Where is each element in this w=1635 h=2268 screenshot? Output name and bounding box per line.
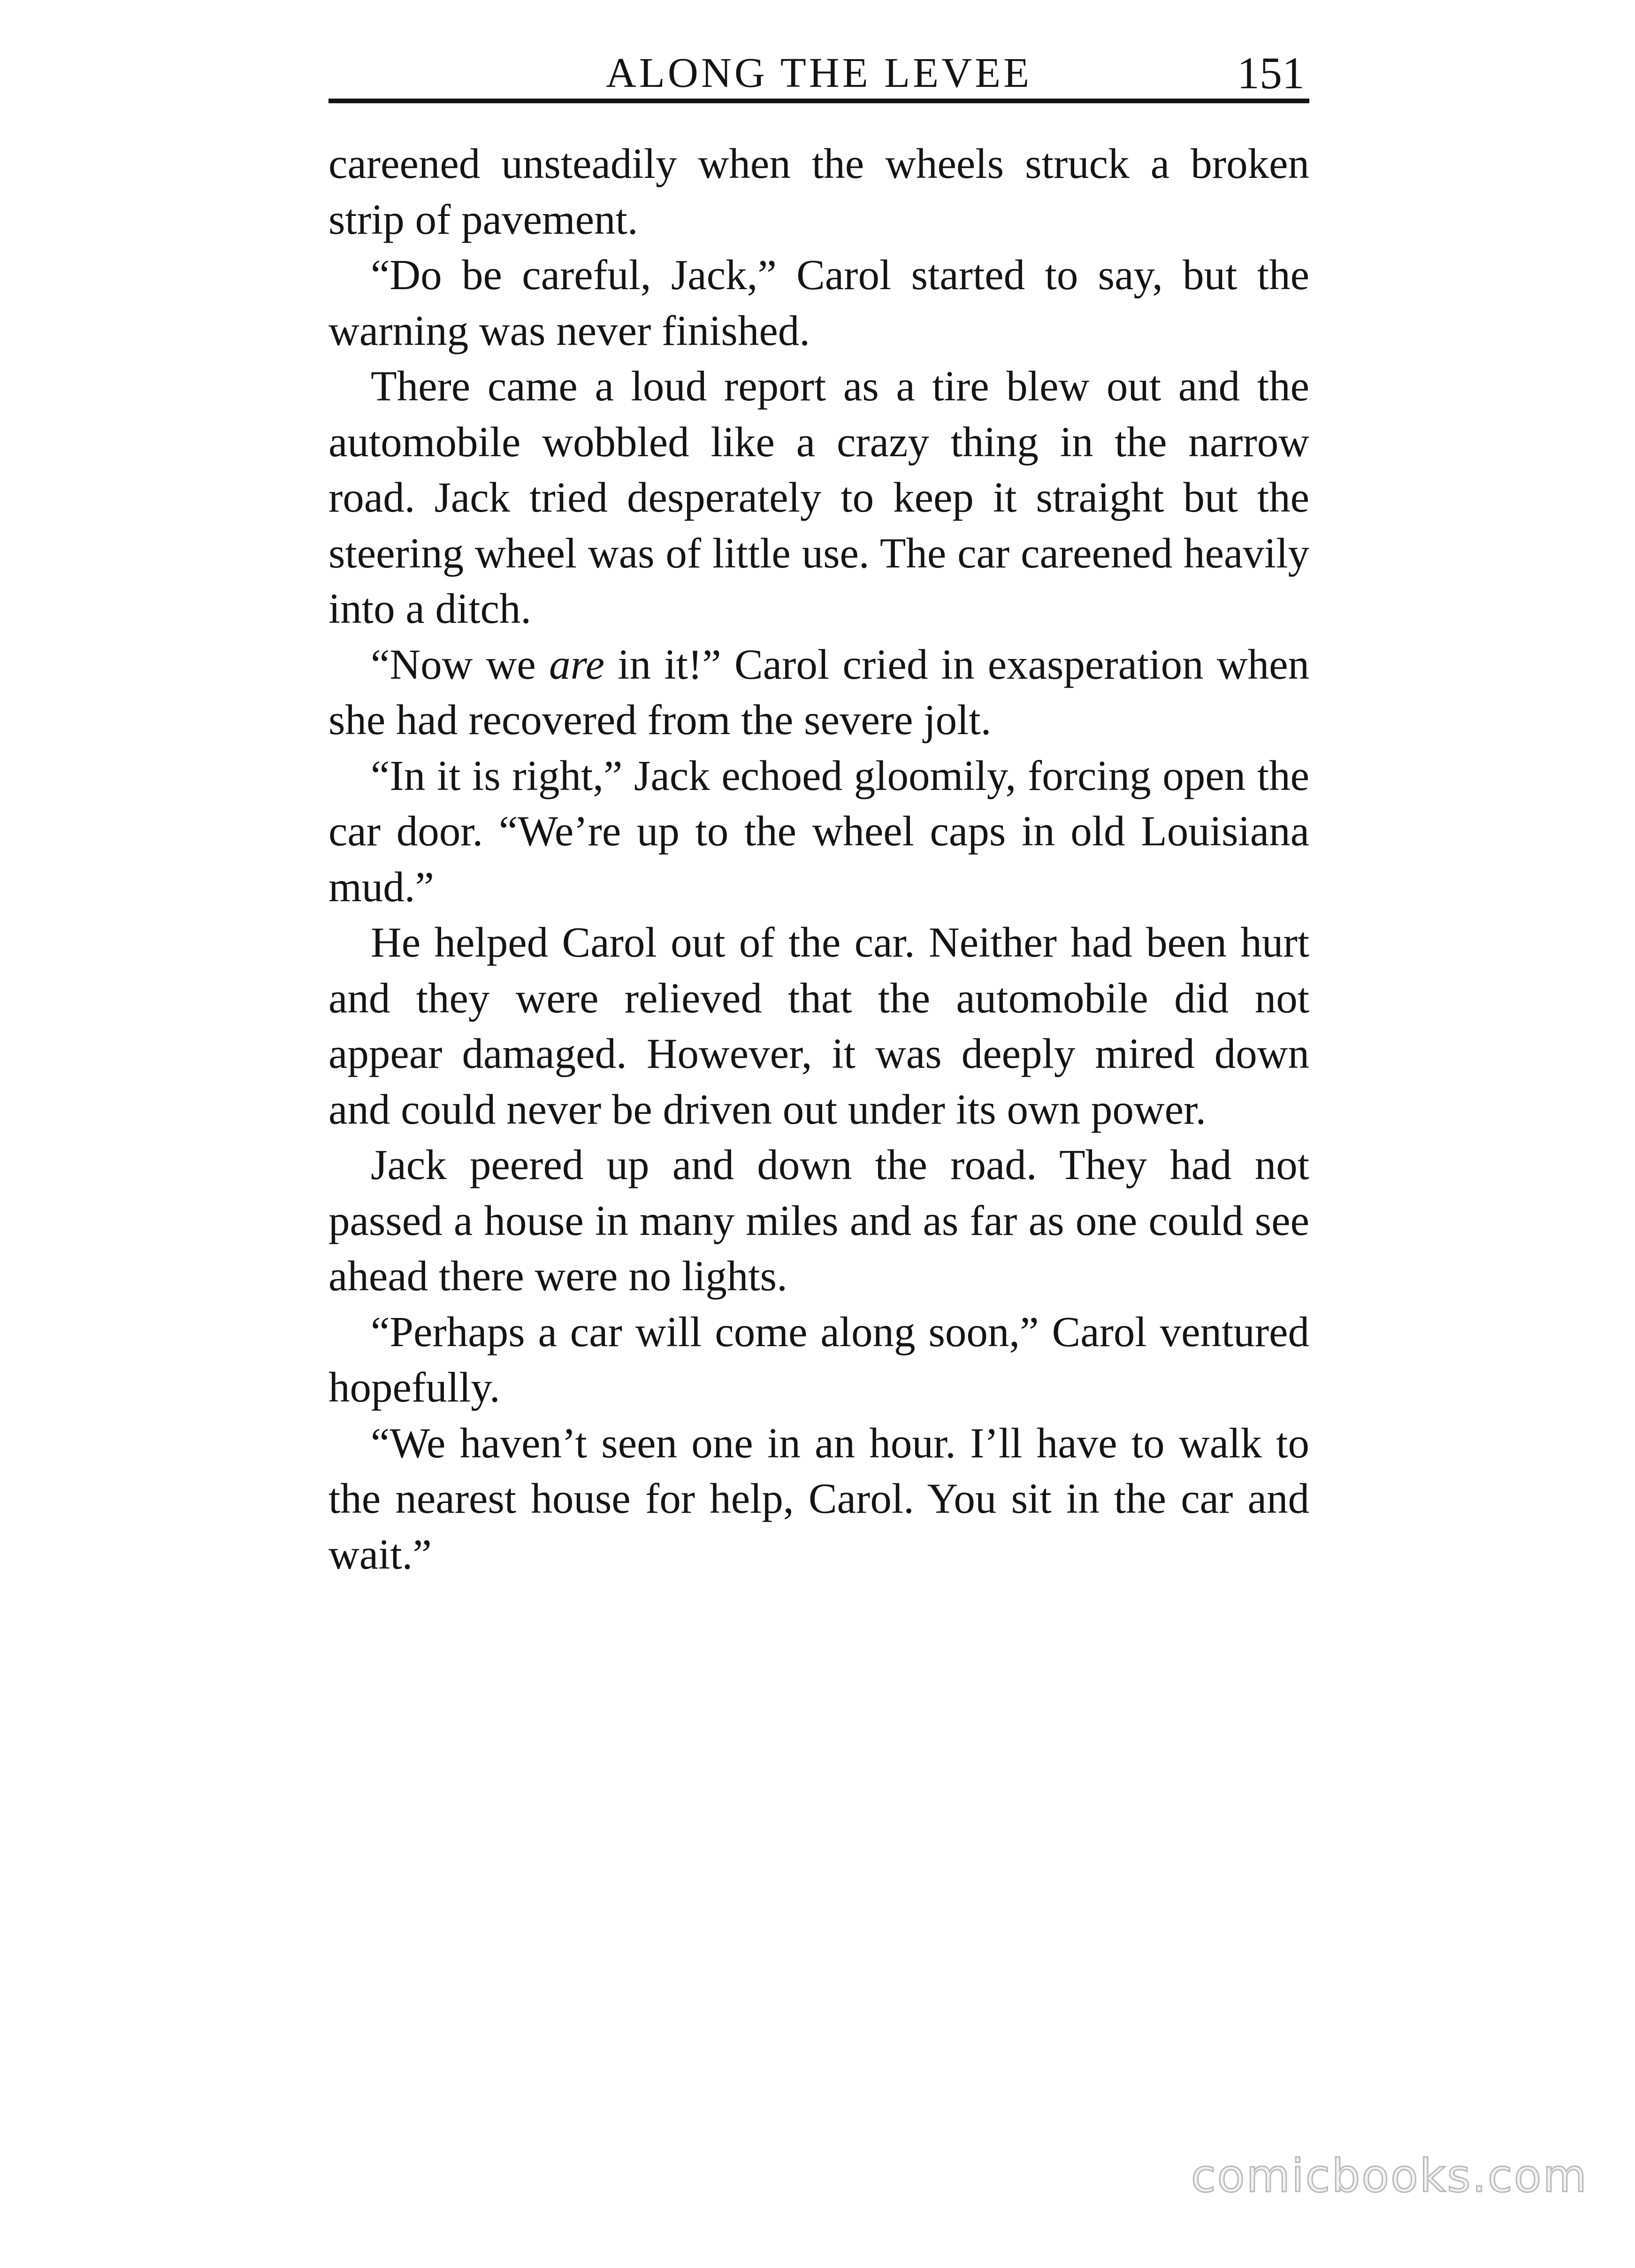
paragraph-3: There came a loud report as a tire blew out and the automobile wobbled like a crazy thing in the narrow road. Jack tried desperately to keep it straight but the steering wheel was of little use. The car careened heavily into a ditch. (329, 362, 1309, 632)
paragraph-4-after: in it!” Carol cried in exasperation when she had recovered from the severe jolt. (329, 640, 1309, 743)
watermark: comicbooks.com (1191, 2150, 1588, 2202)
paragraph-7: Jack peered up and down the road. They had not passed a house in many miles and as far as one could see ahead there were no lights. (329, 1141, 1309, 1300)
paragraph-9: “We haven’t seen one in an hour. I’ll have to walk to the nearest house for help, Carol. You sit in the car and wait.” (329, 1419, 1309, 1578)
paragraph-4 (329, 637, 1309, 748)
paragraph-2: “Do be careful, Jack,” Carol started to say, but the warning was never finished. (329, 251, 1309, 354)
paragraph-4-before: “Now we (371, 640, 550, 688)
header-rule (329, 99, 1309, 103)
page-number: 151 (1237, 48, 1305, 98)
running-head (329, 45, 1309, 101)
paragraph-8: “Perhaps a car will come along soon,” Carol ventured hopefully. (329, 1308, 1309, 1411)
paragraph-6: He helped Carol out of the car. Neither had been hurt and they were relieved that the automobile did not appear damaged. However, it was deeply mired down and could never be driven out under its own power. (329, 919, 1309, 1133)
paragraph-5: “In it is right,” Jack echoed gloomily, forcing open the car door. “We’re up to the wheel caps in old Louisiana mud.” (329, 751, 1309, 911)
paragraph-4-emphasis: are (549, 640, 604, 688)
body-text (329, 136, 1309, 1582)
paragraph-1: careened unsteadily when the wheels struck a broken strip of pavement. (329, 140, 1309, 243)
running-title: ALONG THE LEVEE (605, 50, 1032, 96)
